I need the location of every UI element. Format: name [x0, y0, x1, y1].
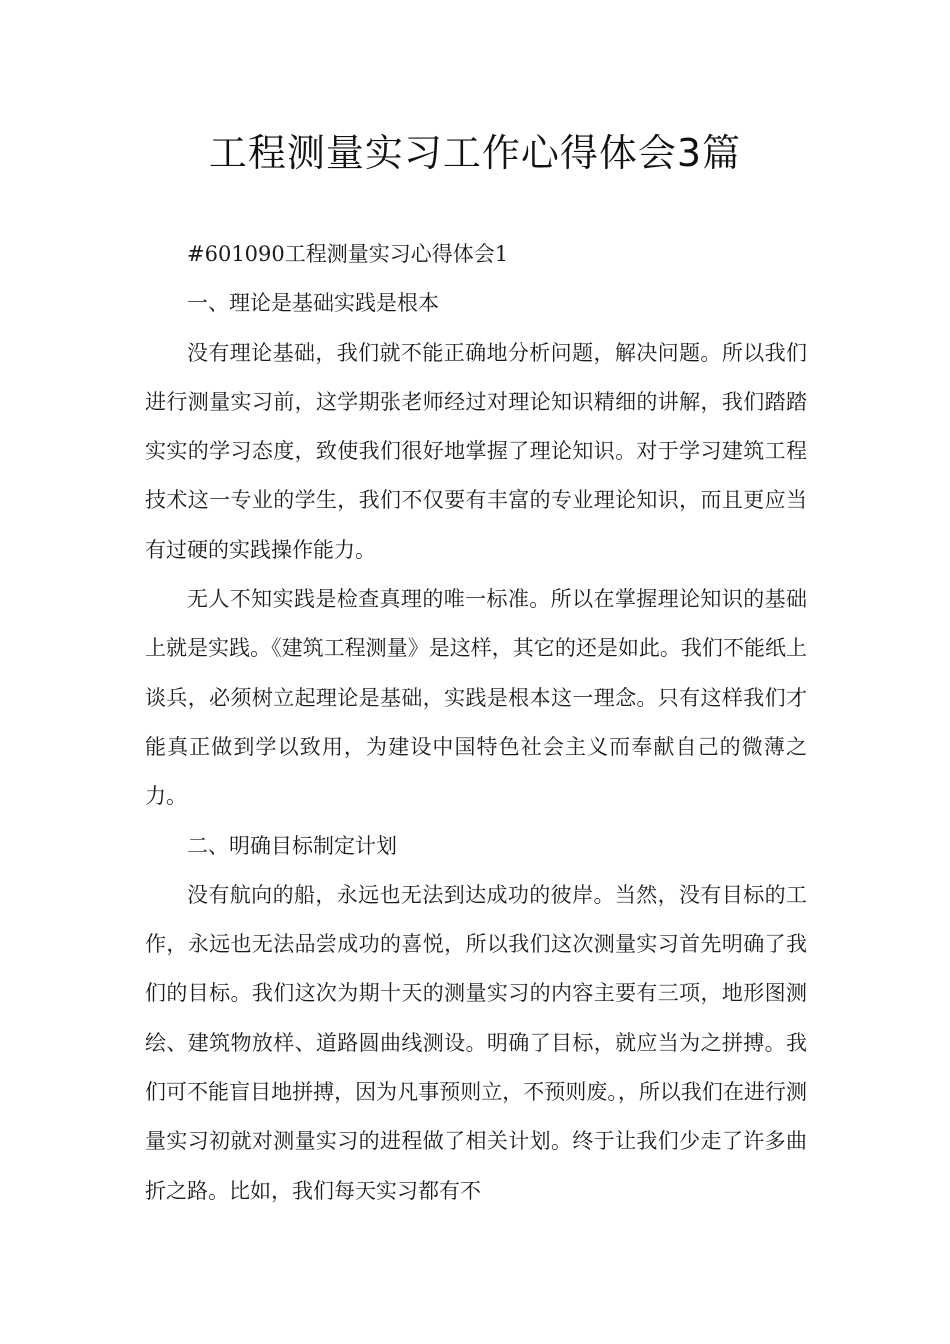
- section-heading-2: 二、明确目标制定计划: [187, 833, 397, 858]
- section-heading-1: 一、理论是基础实践是根本: [187, 291, 439, 316]
- document-title: 工程测量实习工作心得体会3篇: [208, 131, 742, 175]
- document-subtitle: #601090工程测量实习心得体会1: [187, 242, 509, 266]
- section-1-paragraph-2: 无人不知实践是检查真理的唯一标准。所以在掌握理论知识的基础上就是实践。《建筑工程测量》是这样，其它的还是如此。我们不能纸上谈兵，必须树立起理论是基础，实践是根本这一理念。只有这样我们才能真正做到学以致用，为建设中国特色社会主义而奉献自己的微薄之力。: [145, 587, 807, 809]
- section-1-paragraph-1: 没有理论基础，我们就不能正确地分析问题，解决问题。所以我们进行测量实习前，这学期张老师经过对理论知识精细的讲解，我们踏踏实实的学习态度，致使我们很好地掌握了理论知识。对于学习建筑工程技术这一专业的学生，我们不仅要有丰富的专业理论知识，而且更应当有过硬的实践操作能力。: [145, 340, 807, 562]
- section-2-paragraph-1: 没有航向的船，永远也无法到达成功的彼岸。当然，没有目标的工作，永远也无法品尝成功的喜悦，所以我们这次测量实习首先明确了我们的目标。我们这次为期十天的测量实习的内容主要有三项，地形图测绘、建筑物放样、道路圆曲线测设。明确了目标，就应当为之拼搏。我们可不能盲目地拼搏，因为凡事预则立，不预则废。，所以我们在进行测量实习初就对测量实习的进程做了相关计划。终于让我们少走了许多曲折之路。比如，我们每天实习都有不: [145, 882, 807, 1203]
- document-body: [145, 230, 807, 1216]
